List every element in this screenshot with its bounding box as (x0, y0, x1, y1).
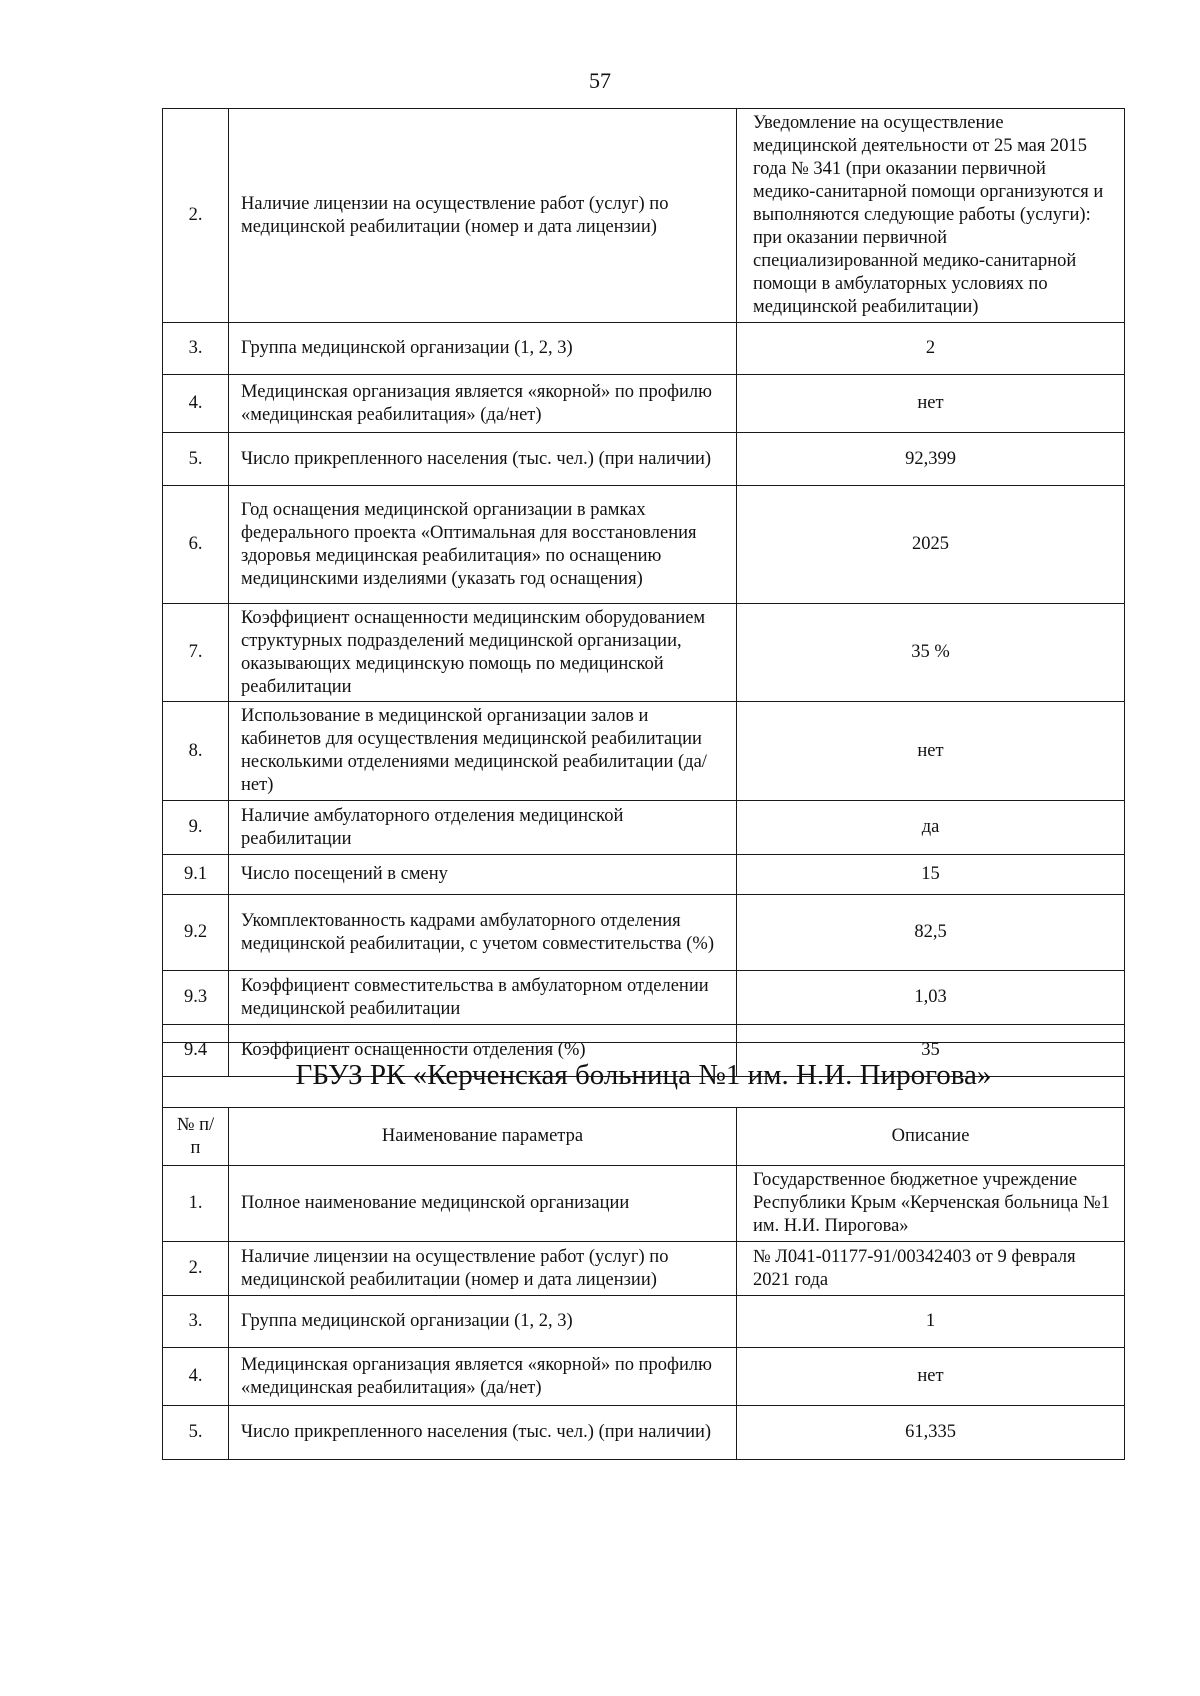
parameter-name: Медицинская организация является «якорной» по профилю «медицинская реабилитация» (да/нет) (229, 375, 737, 433)
parameter-value: 35 % (737, 604, 1125, 702)
table-row (163, 486, 1125, 604)
header-number: № п/п (163, 1108, 229, 1166)
table-row (163, 895, 1125, 971)
parameter-name: Группа медицинской организации (1, 2, 3) (229, 323, 737, 375)
parameter-name: Наличие лицензии на осуществление работ (услуг) по медицинской реабилитации (номер и дата лицензии) (229, 1242, 737, 1296)
parameter-value: 1 (737, 1296, 1125, 1348)
row-number: 7. (163, 604, 229, 702)
row-number: 3. (163, 1296, 229, 1348)
row-number: 9.2 (163, 895, 229, 971)
row-number: 5. (163, 1406, 229, 1460)
parameter-value: 2 (737, 323, 1125, 375)
table-row (163, 109, 1125, 323)
parameter-value: 1,03 (737, 971, 1125, 1025)
row-number: 9. (163, 801, 229, 855)
table-header-row (163, 1108, 1125, 1166)
row-number: 2. (163, 109, 229, 323)
parameter-name: Год оснащения медицинской организации в рамках федерального проекта «Оптимальная для восстановления здоровья медицинская реабилитация» по оснащению медицинскими изделиями (указать год оснащения) (229, 486, 737, 604)
parameter-value: 35 (737, 1025, 1125, 1077)
parameters-table-continued (162, 108, 1125, 1077)
organization-title-row (163, 1043, 1125, 1108)
header-description: Описание (737, 1108, 1125, 1166)
row-number: 9.4 (163, 1025, 229, 1077)
parameter-name: Коэффициент оснащенности медицинским оборудованием структурных подразделений медицинской организации, оказывающих медицинскую помощь по медицинской реабилитации (229, 604, 737, 702)
table-row (163, 604, 1125, 702)
parameter-name: Число посещений в смену (229, 855, 737, 895)
table-row (163, 702, 1125, 801)
organization-table (162, 1042, 1125, 1460)
row-number: 1. (163, 1166, 229, 1242)
parameter-name: Укомплектованность кадрами амбулаторного отделения медицинской реабилитации, с учетом совместительства (%) (229, 895, 737, 971)
page-number: 57 (589, 68, 611, 93)
row-number: 9.1 (163, 855, 229, 895)
table-row (163, 375, 1125, 433)
parameter-value: 2025 (737, 486, 1125, 604)
row-number: 8. (163, 702, 229, 801)
parameter-name: Использование в медицинской организации залов и кабинетов для осуществления медицинской реабилитации несколькими отделениями медицинской реабилитации (да/нет) (229, 702, 737, 801)
parameter-name: Число прикрепленного населения (тыс. чел.) (при наличии) (229, 433, 737, 486)
table-row (163, 971, 1125, 1025)
parameter-value: нет (737, 1348, 1125, 1406)
organization-title: ГБУЗ РК «Керченская больница №1 им. Н.И. Пирогова» (163, 1043, 1125, 1108)
header-parameter: Наименование параметра (229, 1108, 737, 1166)
parameter-value: да (737, 801, 1125, 855)
parameter-value: нет (737, 702, 1125, 801)
table-row (163, 1406, 1125, 1460)
row-number: 3. (163, 323, 229, 375)
parameter-value: Государственное бюджетное учреждение Республики Крым «Керченская больница №1 им. Н.И. Пирогова» (737, 1166, 1125, 1242)
table-row (163, 1348, 1125, 1406)
parameter-value: нет (737, 375, 1125, 433)
parameter-name: Наличие лицензии на осуществление работ (услуг) по медицинской реабилитации (номер и дата лицензии) (229, 109, 737, 323)
row-number: 4. (163, 1348, 229, 1406)
parameter-value: 61,335 (737, 1406, 1125, 1460)
table-row (163, 1166, 1125, 1242)
parameter-value: 15 (737, 855, 1125, 895)
parameter-name: Коэффициент оснащенности отделения (%) (229, 1025, 737, 1077)
parameter-name: Медицинская организация является «якорной» по профилю «медицинская реабилитация» (да/нет) (229, 1348, 737, 1406)
table-row (163, 433, 1125, 486)
parameter-value: 82,5 (737, 895, 1125, 971)
parameter-value: Уведомление на осуществление медицинской деятельности от 25 мая 2015 года № 341 (при оказании первичной медико-санитарной помощи организуются и выполняются следующие работы (услуги): при оказании первичной специализированной медико-санитарной помощи в амбулаторных условиях по медицинской реабилитации) (737, 109, 1125, 323)
row-number: 9.3 (163, 971, 229, 1025)
parameter-value: 92,399 (737, 433, 1125, 486)
row-number: 4. (163, 375, 229, 433)
row-number: 2. (163, 1242, 229, 1296)
parameter-name: Число прикрепленного населения (тыс. чел.) (при наличии) (229, 1406, 737, 1460)
parameter-value: № Л041-01177-91/00342403 от 9 февраля 2021 года (737, 1242, 1125, 1296)
row-number: 5. (163, 433, 229, 486)
parameter-name: Наличие амбулаторного отделения медицинской реабилитации (229, 801, 737, 855)
table-row (163, 801, 1125, 855)
table-row (163, 1296, 1125, 1348)
row-number: 6. (163, 486, 229, 604)
parameter-name: Полное наименование медицинской организации (229, 1166, 737, 1242)
table-row (163, 323, 1125, 375)
parameter-name: Группа медицинской организации (1, 2, 3) (229, 1296, 737, 1348)
table-row (163, 1242, 1125, 1296)
parameter-name: Коэффициент совместительства в амбулаторном отделении медицинской реабилитации (229, 971, 737, 1025)
table-row (163, 855, 1125, 895)
